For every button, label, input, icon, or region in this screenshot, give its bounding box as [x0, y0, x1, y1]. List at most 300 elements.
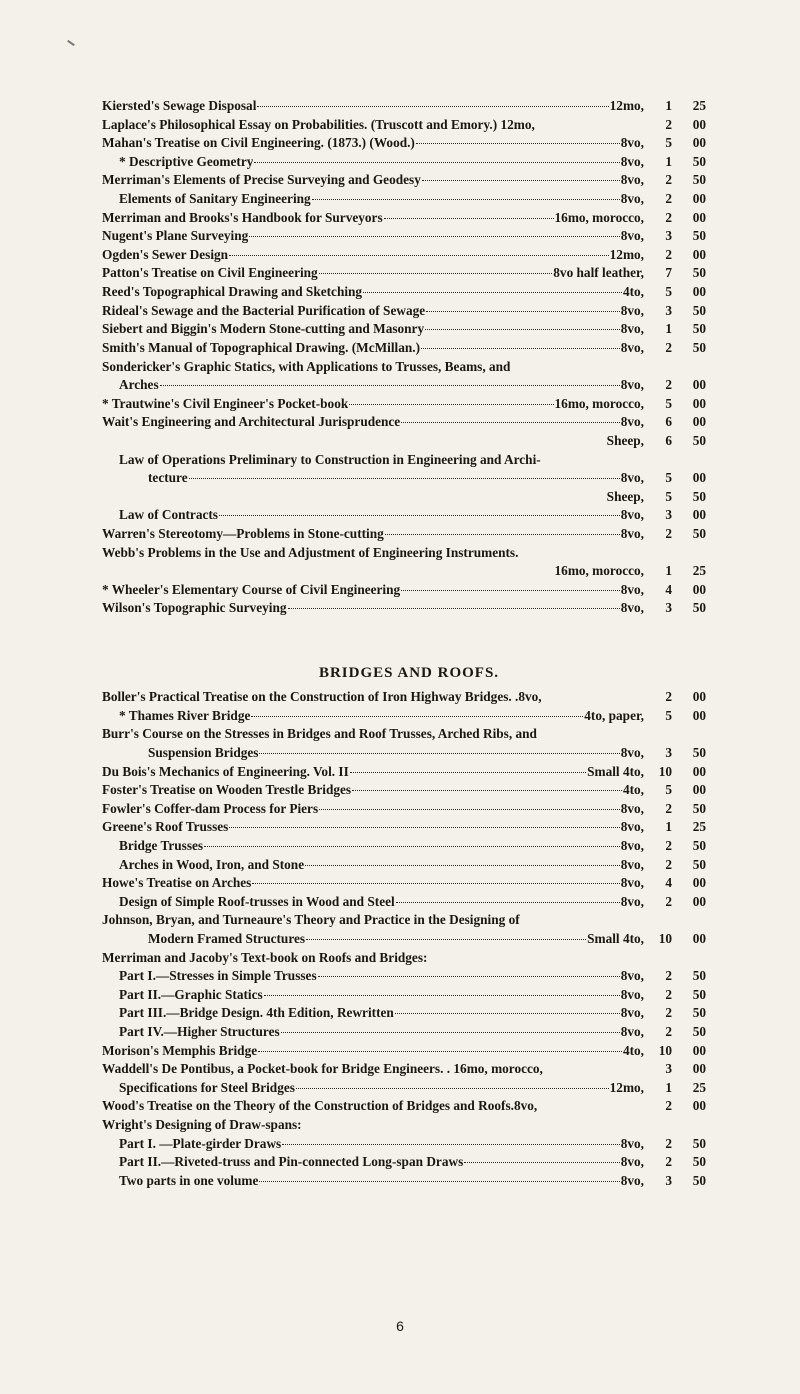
entry-price	[644, 134, 706, 153]
entry-title: Foster's Treatise on Wooden Trestle Bridges	[102, 782, 352, 798]
catalog-entry	[102, 488, 706, 507]
price-cents: 50	[692, 488, 706, 504]
entry-price	[644, 264, 706, 283]
dot-leader	[254, 162, 619, 163]
entry-price	[644, 1172, 706, 1191]
entry-format: 8vo,	[620, 191, 644, 207]
entry-title: Warren's Stereotomy—Problems in Stone-cutting	[102, 526, 384, 542]
dot-leader	[249, 236, 619, 237]
catalog-entry	[102, 856, 706, 875]
catalog-entry	[102, 227, 706, 246]
entry-format: 8vo,	[620, 856, 644, 872]
entry-format: 4to, paper,	[584, 707, 644, 723]
entry-price	[644, 469, 706, 488]
catalog-entry	[102, 581, 706, 600]
price-cents: 00	[692, 1061, 706, 1077]
catalog-entry	[102, 1097, 706, 1116]
entry-title: * Trautwine's Civil Engineer's Pocket-book	[102, 395, 349, 411]
entry-format: 8vo,	[620, 1135, 644, 1151]
price-cents: 00	[692, 581, 706, 597]
price-dollars: 4	[665, 875, 672, 891]
price-dollars: 6	[665, 414, 672, 430]
dot-leader	[349, 404, 553, 405]
price-dollars: 4	[665, 581, 672, 597]
price-cents: 00	[692, 782, 706, 798]
entry-title: Design of Simple Roof-trusses in Wood and Steel	[119, 893, 395, 909]
entry-title: Specifications for Steel Bridges	[119, 1079, 295, 1095]
catalog-entry	[102, 949, 706, 968]
catalog-entry	[102, 320, 706, 339]
entry-format: 16mo, morocco,	[554, 209, 644, 225]
entry-title: Part I.—Stresses in Simple Trusses	[119, 968, 317, 984]
entry-title: Wright's Designing of Draw-spans:	[102, 1117, 302, 1133]
dot-leader	[282, 1144, 619, 1145]
dot-leader	[385, 534, 620, 535]
entry-format: 12mo,	[609, 98, 644, 113]
dot-leader	[257, 106, 608, 107]
entry-price	[644, 395, 706, 414]
price-cents: 50	[692, 228, 706, 244]
price-cents: 50	[692, 1135, 706, 1151]
entry-format: 8vo,	[620, 875, 644, 891]
entry-price	[644, 1135, 706, 1154]
catalog-entry	[102, 339, 706, 358]
catalog-entry	[102, 469, 706, 488]
dot-leader	[160, 385, 620, 386]
entry-price	[644, 320, 706, 339]
catalog-entry	[102, 413, 706, 432]
entry-title: Ogden's Sewer Design	[102, 246, 229, 262]
entry-price	[644, 227, 706, 246]
entry-title: Boller's Practical Treatise on the Construction of Iron Highway Bridges. .8vo,	[102, 689, 542, 705]
dot-leader	[352, 790, 622, 791]
price-dollars: 2	[665, 1154, 672, 1170]
price-cents: 00	[692, 707, 706, 723]
price-cents: 50	[692, 265, 706, 281]
price-dollars: 2	[665, 191, 672, 207]
price-dollars: 5	[665, 395, 672, 411]
catalog-entry	[102, 1153, 706, 1172]
dot-leader	[204, 846, 620, 847]
dot-leader	[296, 1088, 609, 1089]
catalog-entry	[102, 800, 706, 819]
price-cents: 25	[692, 563, 706, 579]
entry-format: 8vo,	[620, 744, 644, 760]
dot-leader	[401, 590, 620, 591]
entry-format: 8vo,	[620, 135, 644, 151]
price-dollars: 2	[665, 339, 672, 355]
entry-title: * Wheeler's Elementary Course of Civil Engineering	[102, 581, 401, 597]
entry-title: Modern Framed Structures	[148, 930, 306, 946]
dot-leader	[350, 772, 586, 773]
price-cents: 50	[692, 837, 706, 853]
entry-format: 8vo,	[620, 581, 644, 597]
price-dollars: 2	[665, 116, 672, 132]
price-dollars: 3	[665, 228, 672, 244]
price-dollars: 1	[665, 153, 672, 169]
dot-leader	[281, 1032, 620, 1033]
dot-leader	[422, 180, 620, 181]
entry-format: 4to,	[622, 782, 644, 798]
entry-format: 8vo,	[620, 1154, 644, 1170]
price-dollars: 2	[665, 209, 672, 225]
price-cents: 50	[692, 856, 706, 872]
catalog-entry	[102, 707, 706, 726]
price-dollars: 2	[665, 893, 672, 909]
price-cents: 00	[692, 930, 706, 946]
entry-format: Small 4to,	[587, 930, 644, 946]
entry-title: Part IV.—Higher Structures	[119, 1024, 280, 1040]
price-cents: 50	[692, 526, 706, 542]
entry-price	[644, 246, 706, 265]
entry-price	[644, 525, 706, 544]
price-dollars: 2	[665, 246, 672, 262]
entry-title: Wait's Engineering and Architectural Jurisprudence	[102, 414, 401, 430]
entry-price	[644, 97, 706, 116]
entry-price	[644, 581, 706, 600]
dot-leader	[464, 1162, 619, 1163]
price-dollars: 3	[665, 600, 672, 616]
entry-price	[644, 1097, 706, 1116]
dot-leader	[219, 515, 620, 516]
entry-format: Small 4to,	[587, 763, 644, 779]
price-dollars: 2	[665, 1024, 672, 1040]
entry-title: Webb's Problems in the Use and Adjustment of Engineering Instruments.	[102, 544, 519, 560]
entry-title: Burr's Course on the Stresses in Bridges and Roof Trusses, Arched Ribs, and	[102, 726, 537, 742]
price-cents: 00	[692, 377, 706, 393]
entry-format: 8vo half leather,	[553, 265, 644, 281]
dot-leader	[251, 716, 583, 717]
price-dollars: 2	[665, 377, 672, 393]
entry-title: Part II.—Graphic Statics	[119, 986, 263, 1002]
catalog-entry	[102, 1060, 706, 1079]
entry-title: Smith's Manual of Topographical Drawing. (McMillan.)	[102, 339, 421, 355]
catalog-entry	[102, 725, 706, 744]
catalog-entry	[102, 432, 706, 451]
entry-format: 8vo,	[620, 526, 644, 542]
entry-title: Suspension Bridges	[148, 744, 259, 760]
entry-title: Merriman and Jacoby's Text-book on Roofs and Bridges:	[102, 949, 428, 965]
dot-leader	[264, 995, 620, 996]
entry-price	[644, 116, 706, 135]
price-dollars: 2	[665, 837, 672, 853]
price-cents: 50	[692, 153, 706, 169]
entry-format: 8vo,	[620, 1024, 644, 1040]
dot-leader	[252, 883, 619, 884]
entry-title: Arches in Wood, Iron, and Stone	[119, 856, 305, 872]
entry-format: 8vo,	[620, 339, 644, 355]
price-dollars: 2	[665, 986, 672, 1002]
catalog-entry	[102, 781, 706, 800]
catalog-entry	[102, 264, 706, 283]
entry-format: 16mo, morocco,	[554, 563, 644, 579]
entry-price	[644, 781, 706, 800]
entry-price	[644, 1004, 706, 1023]
entry-format: 8vo,	[620, 1005, 644, 1021]
entry-title: Two parts in one volume	[119, 1172, 259, 1188]
entry-format: 8vo,	[620, 470, 644, 486]
entry-format: Sheep,	[606, 488, 644, 504]
bridges-section	[102, 688, 706, 1190]
entry-format: 8vo,	[620, 893, 644, 909]
entry-price	[644, 707, 706, 726]
catalog-entry	[102, 506, 706, 525]
entry-title: Rideal's Sewage and the Bacterial Purification of Sewage	[102, 302, 426, 318]
entry-price	[644, 153, 706, 172]
dot-leader	[421, 348, 620, 349]
entry-price	[644, 488, 706, 507]
entry-format: 8vo,	[620, 1172, 644, 1188]
entry-format: Sheep,	[606, 432, 644, 448]
entry-price	[644, 506, 706, 525]
catalog-entry	[102, 837, 706, 856]
price-cents: 50	[692, 172, 706, 188]
entry-price	[644, 283, 706, 302]
entry-price	[644, 339, 706, 358]
price-cents: 50	[692, 321, 706, 337]
entry-price	[644, 763, 706, 782]
dot-leader	[305, 865, 620, 866]
dot-leader	[229, 255, 609, 256]
price-cents: 50	[692, 302, 706, 318]
top-section	[102, 97, 706, 618]
catalog-entry	[102, 134, 706, 153]
dot-leader	[189, 478, 620, 479]
price-dollars: 2	[665, 856, 672, 872]
entry-format: 8vo,	[620, 228, 644, 244]
price-cents: 00	[692, 209, 706, 225]
catalog-entry	[102, 818, 706, 837]
entry-title: Part I. —Plate-girder Draws	[119, 1135, 282, 1151]
price-cents: 50	[692, 986, 706, 1002]
price-cents: 00	[692, 689, 706, 705]
price-cents: 50	[692, 1024, 706, 1040]
catalog-entry	[102, 246, 706, 265]
entry-price	[644, 967, 706, 986]
price-dollars: 2	[665, 1005, 672, 1021]
entry-title: Waddell's De Pontibus, a Pocket-book for Bridge Engineers. . 16mo, morocco,	[102, 1061, 543, 1077]
price-dollars: 5	[665, 135, 672, 151]
entry-price	[644, 1153, 706, 1172]
catalog-entry	[102, 376, 706, 395]
entry-title: Wilson's Topographic Surveying	[102, 600, 287, 616]
page-number: 6	[396, 1318, 404, 1334]
entry-title: Elements of Sanitary Engineering	[119, 191, 311, 207]
price-dollars: 1	[665, 321, 672, 337]
price-cents: 00	[692, 191, 706, 207]
entry-title: tecture	[148, 470, 188, 486]
catalog-entry	[102, 688, 706, 707]
dot-leader	[396, 902, 620, 903]
entry-price	[644, 302, 706, 321]
entry-title: Arches	[119, 377, 159, 393]
entry-price	[644, 376, 706, 395]
entry-title: Howe's Treatise on Arches	[102, 875, 252, 891]
entry-format: 8vo,	[620, 819, 644, 835]
entry-format: 4to,	[622, 1042, 644, 1058]
catalog-entry	[102, 153, 706, 172]
price-dollars: 2	[665, 526, 672, 542]
dot-leader	[229, 827, 619, 828]
scan-mark	[67, 40, 75, 46]
entry-price	[644, 1023, 706, 1042]
entry-price	[644, 1079, 706, 1098]
entry-title: Du Bois's Mechanics of Engineering. Vol. II	[102, 763, 349, 779]
catalog-entry	[102, 1135, 706, 1154]
catalog-entry	[102, 209, 706, 228]
entry-title: Reed's Topographical Drawing and Sketching	[102, 284, 363, 300]
dot-leader	[395, 1013, 620, 1014]
price-dollars: 7	[665, 265, 672, 281]
catalog-entry	[102, 1116, 706, 1135]
price-dollars: 5	[665, 782, 672, 798]
dot-leader	[319, 273, 553, 274]
catalog-entry	[102, 1172, 706, 1191]
price-dollars: 2	[665, 172, 672, 188]
entry-title: Greene's Roof Trusses	[102, 819, 229, 835]
catalog-entry	[102, 930, 706, 949]
dot-leader	[416, 143, 620, 144]
entry-price	[644, 893, 706, 912]
entry-price	[644, 171, 706, 190]
entry-title: * Thames River Bridge	[119, 707, 251, 723]
entry-title: Nugent's Plane Surveying	[102, 228, 249, 244]
dot-leader	[259, 753, 619, 754]
entry-price	[644, 562, 706, 581]
dot-leader	[363, 292, 622, 293]
dot-leader	[401, 422, 620, 423]
price-cents: 00	[692, 1098, 706, 1114]
entry-price	[644, 413, 706, 432]
catalog-entry	[102, 986, 706, 1005]
catalog-entry	[102, 283, 706, 302]
entry-format: 8vo,	[620, 600, 644, 616]
dot-leader	[306, 939, 586, 940]
catalog-page	[102, 97, 706, 1191]
price-cents: 50	[692, 968, 706, 984]
entry-format: 4to,	[622, 284, 644, 300]
price-cents: 50	[692, 600, 706, 616]
entry-format: 8vo,	[620, 986, 644, 1002]
price-dollars: 2	[665, 689, 672, 705]
dot-leader	[425, 329, 620, 330]
entry-price	[644, 190, 706, 209]
entry-format: 12mo,	[609, 1079, 644, 1095]
entry-price	[644, 688, 706, 707]
catalog-entry	[102, 451, 706, 470]
price-cents: 25	[692, 98, 706, 113]
price-dollars: 10	[658, 930, 672, 946]
price-cents: 25	[692, 819, 706, 835]
price-dollars: 5	[665, 488, 672, 504]
entry-title: Laplace's Philosophical Essay on Probabilities. (Truscott and Emory.) 12mo,	[102, 116, 535, 132]
dot-leader	[288, 608, 620, 609]
entry-title: Part II.—Riveted-truss and Pin-connected Long-span Draws	[119, 1154, 464, 1170]
price-dollars: 2	[665, 1098, 672, 1114]
entry-title: Law of Contracts	[119, 507, 218, 523]
entry-price	[644, 930, 706, 949]
entry-title: Patton's Treatise on Civil Engineering	[102, 265, 318, 281]
entry-format: 8vo,	[620, 153, 644, 169]
price-dollars: 3	[665, 302, 672, 318]
entry-format: 8vo,	[620, 414, 644, 430]
entry-price	[644, 744, 706, 763]
entry-price	[644, 856, 706, 875]
price-dollars: 1	[665, 819, 672, 835]
price-dollars: 2	[665, 968, 672, 984]
price-dollars: 3	[665, 744, 672, 760]
dot-leader	[318, 976, 620, 977]
price-cents: 25	[692, 1079, 706, 1095]
section-heading: BRIDGES AND ROOFS.	[318, 665, 500, 682]
catalog-entry	[102, 302, 706, 321]
catalog-entry	[102, 562, 706, 581]
price-cents: 00	[692, 470, 706, 486]
entry-title: Siebert and Biggin's Modern Stone-cutting and Masonry	[102, 321, 425, 337]
catalog-entry	[102, 744, 706, 763]
dot-leader	[319, 809, 620, 810]
entry-price	[644, 432, 706, 451]
entry-format: 8vo,	[620, 837, 644, 853]
price-cents: 50	[692, 744, 706, 760]
entry-title: Sondericker's Graphic Statics, with Applications to Trusses, Beams, and	[102, 358, 511, 374]
section-gap	[102, 618, 706, 658]
price-dollars: 6	[665, 432, 672, 448]
price-dollars: 3	[665, 1172, 672, 1188]
entry-price	[644, 874, 706, 893]
price-dollars: 10	[658, 763, 672, 779]
catalog-entry	[102, 525, 706, 544]
entry-price	[644, 1060, 706, 1079]
entry-title: Fowler's Coffer-dam Process for Piers	[102, 800, 319, 816]
catalog-entry	[102, 97, 706, 116]
catalog-entry	[102, 967, 706, 986]
entry-format: 8vo,	[620, 507, 644, 523]
catalog-entry	[102, 1042, 706, 1061]
price-dollars: 1	[665, 98, 672, 113]
catalog-entry	[102, 911, 706, 930]
entry-price	[644, 837, 706, 856]
entry-title: Law of Operations Preliminary to Construction in Engineering and Archi-	[119, 451, 541, 467]
entry-format: 8vo,	[620, 302, 644, 318]
price-cents: 00	[692, 875, 706, 891]
entry-format: 8vo,	[620, 968, 644, 984]
dot-leader	[384, 218, 554, 219]
price-cents: 00	[692, 246, 706, 262]
catalog-entry	[102, 190, 706, 209]
price-dollars: 5	[665, 284, 672, 300]
price-cents: 50	[692, 1154, 706, 1170]
price-dollars: 2	[665, 1135, 672, 1151]
price-dollars: 1	[665, 563, 672, 579]
price-cents: 00	[692, 893, 706, 909]
entry-title: * Descriptive Geometry	[119, 153, 254, 169]
entry-format: 16mo, morocco,	[554, 395, 644, 411]
price-cents: 00	[692, 507, 706, 523]
entry-title: Mahan's Treatise on Civil Engineering. (1873.) (Wood.)	[102, 135, 415, 151]
catalog-entry	[102, 116, 706, 135]
price-dollars: 10	[658, 1042, 672, 1058]
price-dollars: 5	[665, 470, 672, 486]
entry-title: Merriman's Elements of Precise Surveying and Geodesy	[102, 172, 421, 188]
dot-leader	[312, 199, 620, 200]
entry-format: 8vo,	[620, 377, 644, 393]
price-cents: 50	[692, 339, 706, 355]
entry-title: Kiersted's Sewage Disposal	[102, 98, 257, 113]
entry-title: Johnson, Bryan, and Turneaure's Theory and Practice in the Designing of	[102, 912, 520, 928]
price-cents: 00	[692, 414, 706, 430]
price-cents: 50	[692, 1005, 706, 1021]
